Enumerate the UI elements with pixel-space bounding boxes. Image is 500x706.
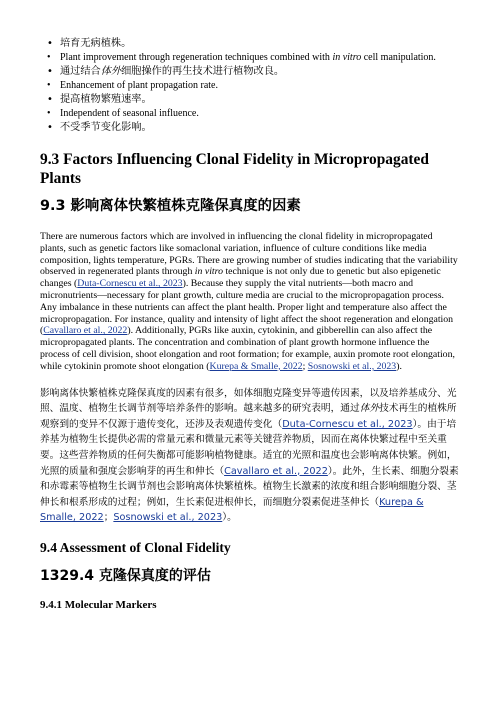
list-item-text: Plant improvement through regeneration techniques combined with xyxy=(60,52,333,63)
section-heading-en: 9.4 Assessment of Clonal Fidelity xyxy=(40,539,231,555)
list-item-italic: 体外 xyxy=(100,66,122,77)
bullet-icon: • xyxy=(47,122,53,133)
list-item-text: Enhancement of plant propagation rate. xyxy=(60,80,218,91)
paragraph-text: ）。此外，生长素、细胞分裂素和赤霉素等植物生长调节剂也会影响离体快繁植株。植物生长激素的浓度和组合影响细胞分裂、茎伸长和根系形成的过程；例如，生长素促进根伸长，而细胞分裂素促进茎伸长（ xyxy=(40,465,459,508)
paragraph-text: ）。 xyxy=(222,512,237,524)
citation-link[interactable]: Duta-Cornescu et al., 2023 xyxy=(282,418,413,430)
paragraph-text: There are numerous factors which are involved in influencing the clonal fidelity in micropropagated plants, such as genetic factors like somaclonal variation, influence of culture conditions like media composition, lights temperature, PGRs. There are growing number of studies indicating that the variability observed in regenerated plants through xyxy=(40,231,458,278)
subsection-heading: 9.4.1 Molecular Markers xyxy=(40,598,157,611)
list-item-italic: in vitro xyxy=(332,52,362,63)
list-item xyxy=(47,66,460,78)
citation-link[interactable]: Kurepa & Smalle, 2022 xyxy=(40,496,424,524)
paragraph-text: 技术再生的植株所观察到的变异不仅源于遗传变化，还涉及表观遗传变化（ xyxy=(40,403,457,430)
citation-link[interactable]: Kurepa & Smalle, 2022 xyxy=(209,360,303,372)
list-item xyxy=(47,80,460,92)
bullet-icon: • xyxy=(47,80,51,91)
paragraph-text: ). xyxy=(396,360,402,372)
section-title-en: 9.3 Factors Influencing Clonal Fidelity in Micropropagated Plants xyxy=(40,151,429,187)
list-item-text: 提高植物繁殖速率。 xyxy=(60,94,152,105)
citation-link[interactable]: Sosnowski et al., 2023 xyxy=(113,512,223,524)
paragraph-en xyxy=(40,231,460,373)
list-item-text: 通过结合 xyxy=(60,66,101,77)
section-title-zh: 9.3 影响离体快繁植株克隆保真度的因素 xyxy=(40,198,301,214)
list-item-text: cell manipulation. xyxy=(361,52,436,63)
paragraph-text: ). Because they supply the vital nutrients—both macro and micronutrients—necessary for plant growth, culture media are crucial to the micropropagation process. Any imbalance in these nutrients can affect the plant health. Proper light and temperature also affect the micropropagation. For instance, quality and intensity of light affect the shoot regeneration and elongation ( xyxy=(40,278,454,337)
list-item xyxy=(47,52,460,64)
section-heading-zh: 1329.4 克隆保真度的评估 xyxy=(40,567,211,584)
bullet-list xyxy=(40,38,460,134)
list-item xyxy=(47,38,460,50)
list-item-text: 培育无病植株。 xyxy=(60,38,132,49)
citation-link[interactable]: Sosnowski et al., 2023 xyxy=(307,360,397,372)
list-item xyxy=(47,108,460,120)
list-item-text: 不受季节变化影响。 xyxy=(60,122,152,133)
paragraph-italic: 体外 xyxy=(359,403,380,415)
paragraph-text: ; xyxy=(302,360,308,372)
paragraph-text: technique is not only due to genetic but also epigenetic changes ( xyxy=(40,266,441,290)
list-item xyxy=(47,122,460,134)
bullet-icon: • xyxy=(47,94,53,105)
bullet-icon: • xyxy=(47,108,51,119)
bullet-icon: • xyxy=(47,52,51,63)
citation-link[interactable]: Cavallaro et al., 2022 xyxy=(224,465,328,477)
citation-link[interactable]: Cavallaro et al., 2022 xyxy=(43,325,128,337)
paragraph-text: 影响离体快繁植株克隆保真度的因素有很多，如体细胞克隆变异等遗传因素，以及培养基成分、光照、温度、植物生长调节剂等培养条件的影响。越来越多的研究表明，通过 xyxy=(40,387,457,415)
list-item-text: 细胞操作的再生技术进行植物改良。 xyxy=(121,66,285,77)
paragraph-italic: in vitro xyxy=(194,266,224,278)
bullet-icon: • xyxy=(47,66,53,77)
list-item xyxy=(47,94,460,106)
paragraph-text: ； xyxy=(103,512,114,524)
bullet-icon: • xyxy=(47,38,53,49)
citation-link[interactable]: Duta-Cornescu et al., 2023 xyxy=(77,278,183,290)
paragraph-text: ）。由于培养基为植物生长提供必需的常量元素和微量元素等关键营养物质，因而在离体快繁过程中至关重要。这些营养物质的任何失衡都可能影响植物健康。适宜的光照和温度也会影响离体快繁。例如，光照的质量和强度会影响芽的再生和伸长（ xyxy=(40,418,457,477)
list-item-text: Independent of seasonal influence. xyxy=(60,108,199,119)
paragraph-zh xyxy=(40,386,460,526)
paragraph-text: ). Additionally, PGRs like auxin, cytokinin, and gibberellin can also affect the micropropagated plants. The concentration and combination of plant growth hormone influence the process of cell division, shoot elongation and root formation; for example, auxin promote root elongation, while cytokinin promote shoot elongation ( xyxy=(40,325,455,372)
